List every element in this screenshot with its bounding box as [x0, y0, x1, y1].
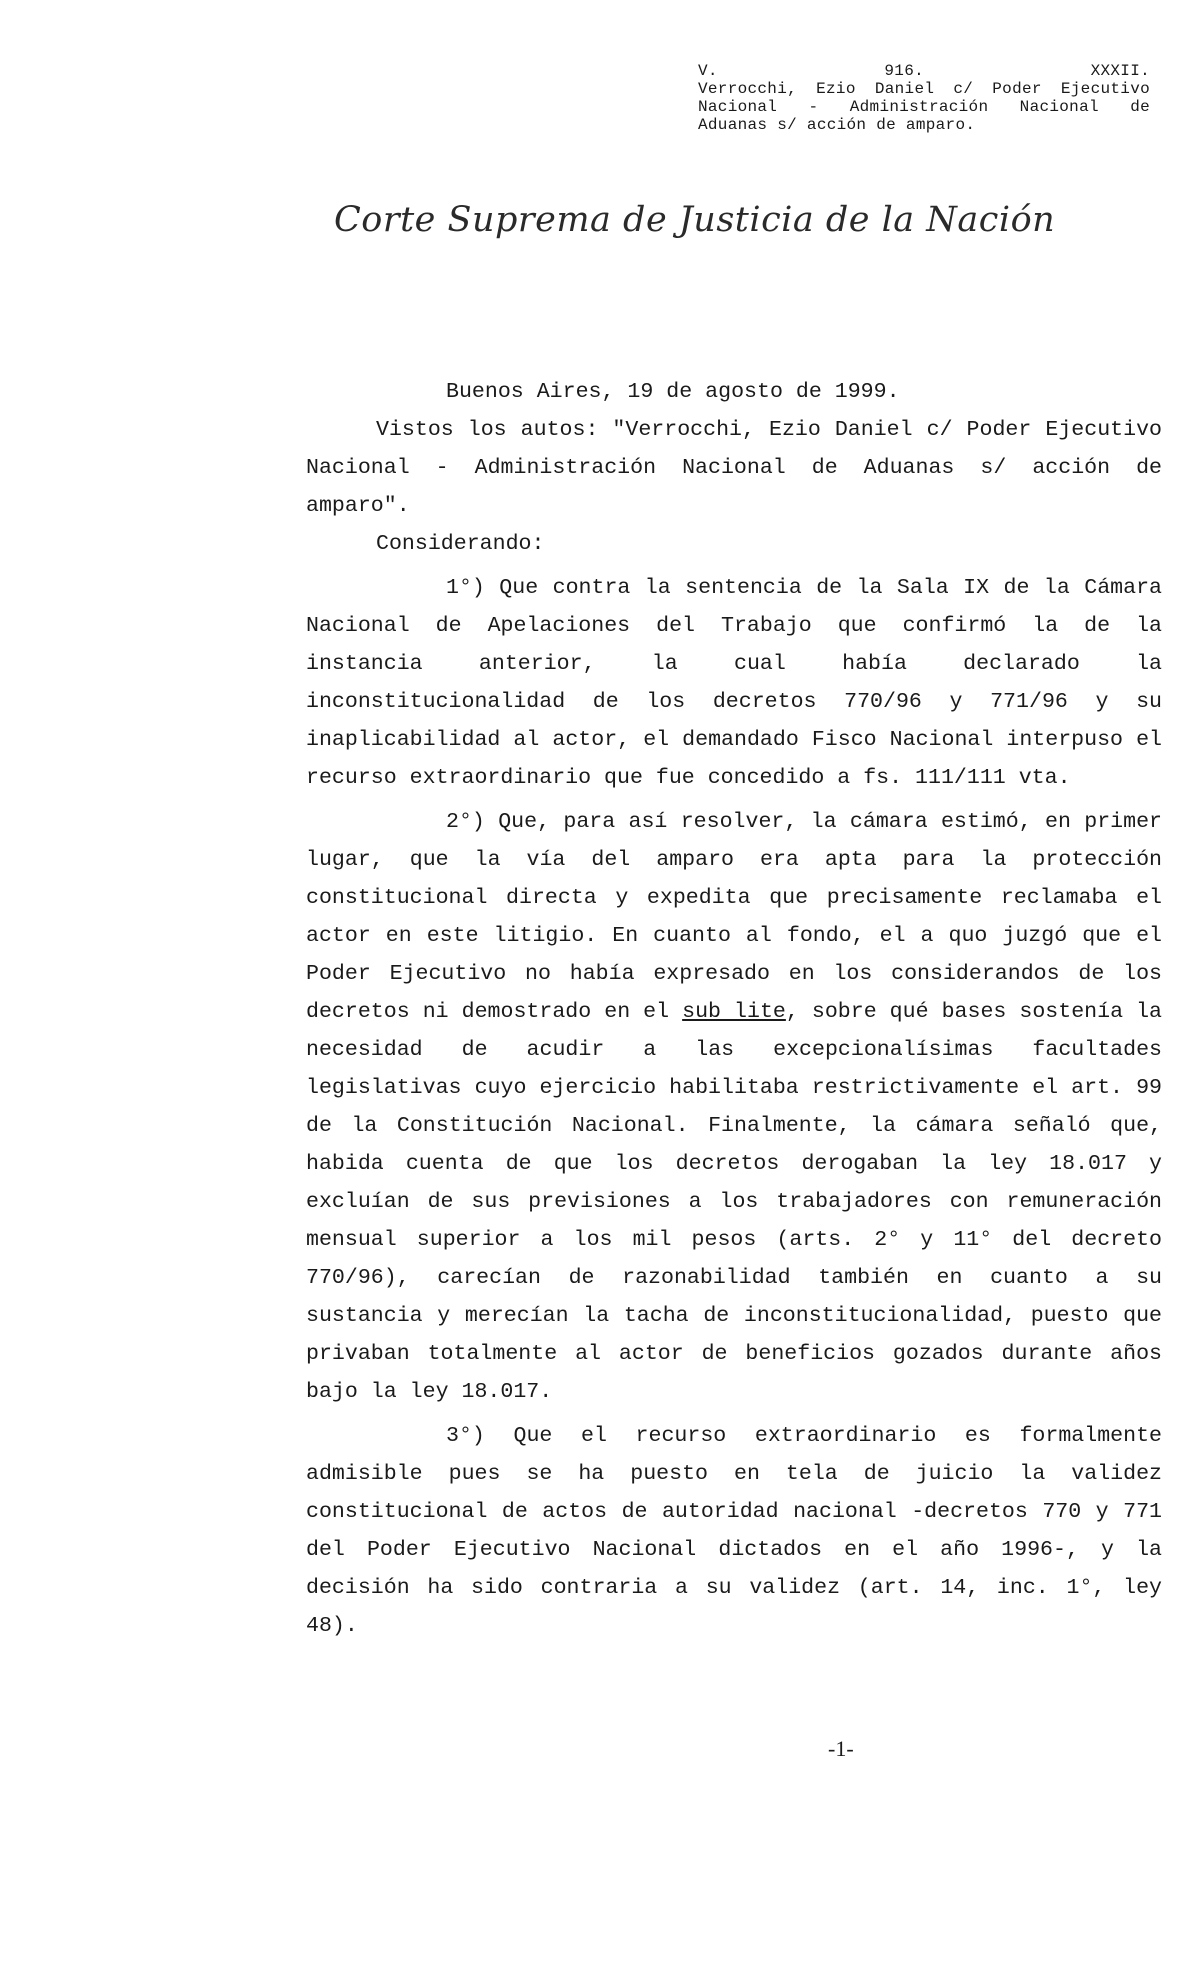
paragraph-2	[306, 803, 1162, 1411]
case-caption-line-1: Verrocchi, Ezio Daniel c/ Poder Ejecutivo	[698, 80, 1150, 98]
paragraph-1: 1°) Que contra la sentencia de la Sala IX de la Cámara Nacional de Apelaciones del Trabajo que confirmó la de la instancia anterior, la cual había declarado la inconstitucionalidad de los decretos 770/96 y 771/96 y su inaplicabilidad al actor, el demandado Fisco Nacional interpuso el recurso extraordinario que fue concedido a fs. 111/111 vta.	[306, 576, 1162, 790]
ruling-body	[306, 373, 1162, 1645]
page-number: -1-	[828, 1736, 854, 1761]
sub-lite-term: sub lite	[682, 1000, 786, 1024]
case-number: V. 916. XXXII.	[698, 62, 1150, 80]
considerando-heading: Considerando:	[376, 532, 545, 556]
date-line: Buenos Aires, 19 de agosto de 1999.	[446, 380, 900, 404]
paragraph-2-text-b: , sobre qué bases sostenía la necesidad de acudir a las excepcionalísimas facultades legislativas cuyo ejercicio habilitaba restrictivamente el art. 99 de la Constitución Nacional. Finalmente, la cámara señaló que, habida cuenta de que los decretos derogaban la ley 18.017 y excluían de sus previsiones a los trabajadores con remuneración mensual superior a los mil pesos (arts. 2° y 11° del decreto 770/96), carecían de razonabilidad también en cuanto a su sustancia y merecían la tacha de inconstitucionalidad, puesto que privaban totalmente al actor de beneficios gozados durante años bajo la ley 18.017.	[306, 1000, 1162, 1404]
case-header	[698, 62, 1150, 134]
case-caption-line-3: Aduanas s/ acción de amparo.	[698, 116, 976, 134]
court-title: Corte Suprema de Justicia de la Nación	[334, 200, 1056, 240]
paragraph-3: 3°) Que el recurso extraordinario es formalmente admisible pues se ha puesto en tela de juicio la validez constitucional de actos de autoridad nacional -decretos 770 y 771 del Poder Ejecutivo Nacional dictados en el año 1996-, y la decisión ha sido contraria a su validez (art. 14, inc. 1°, ley 48).	[306, 1424, 1162, 1638]
case-caption-line-2: Nacional - Administración Nacional de	[698, 98, 1150, 116]
vistos-paragraph: Vistos los autos: "Verrocchi, Ezio Daniel c/ Poder Ejecutivo Nacional - Administración Nacional de Aduanas s/ acción de amparo".	[306, 418, 1162, 518]
paragraph-2-text-a: 2°) Que, para así resolver, la cámara estimó, en primer lugar, que la vía del amparo era apta para la protección constitucional directa y expedita que precisamente reclamaba el actor en este litigio. En cuanto al fondo, el a quo juzgó que el Poder Ejecutivo no había expresado en los considerandos de los decretos ni demostrado en el	[306, 810, 1162, 1024]
